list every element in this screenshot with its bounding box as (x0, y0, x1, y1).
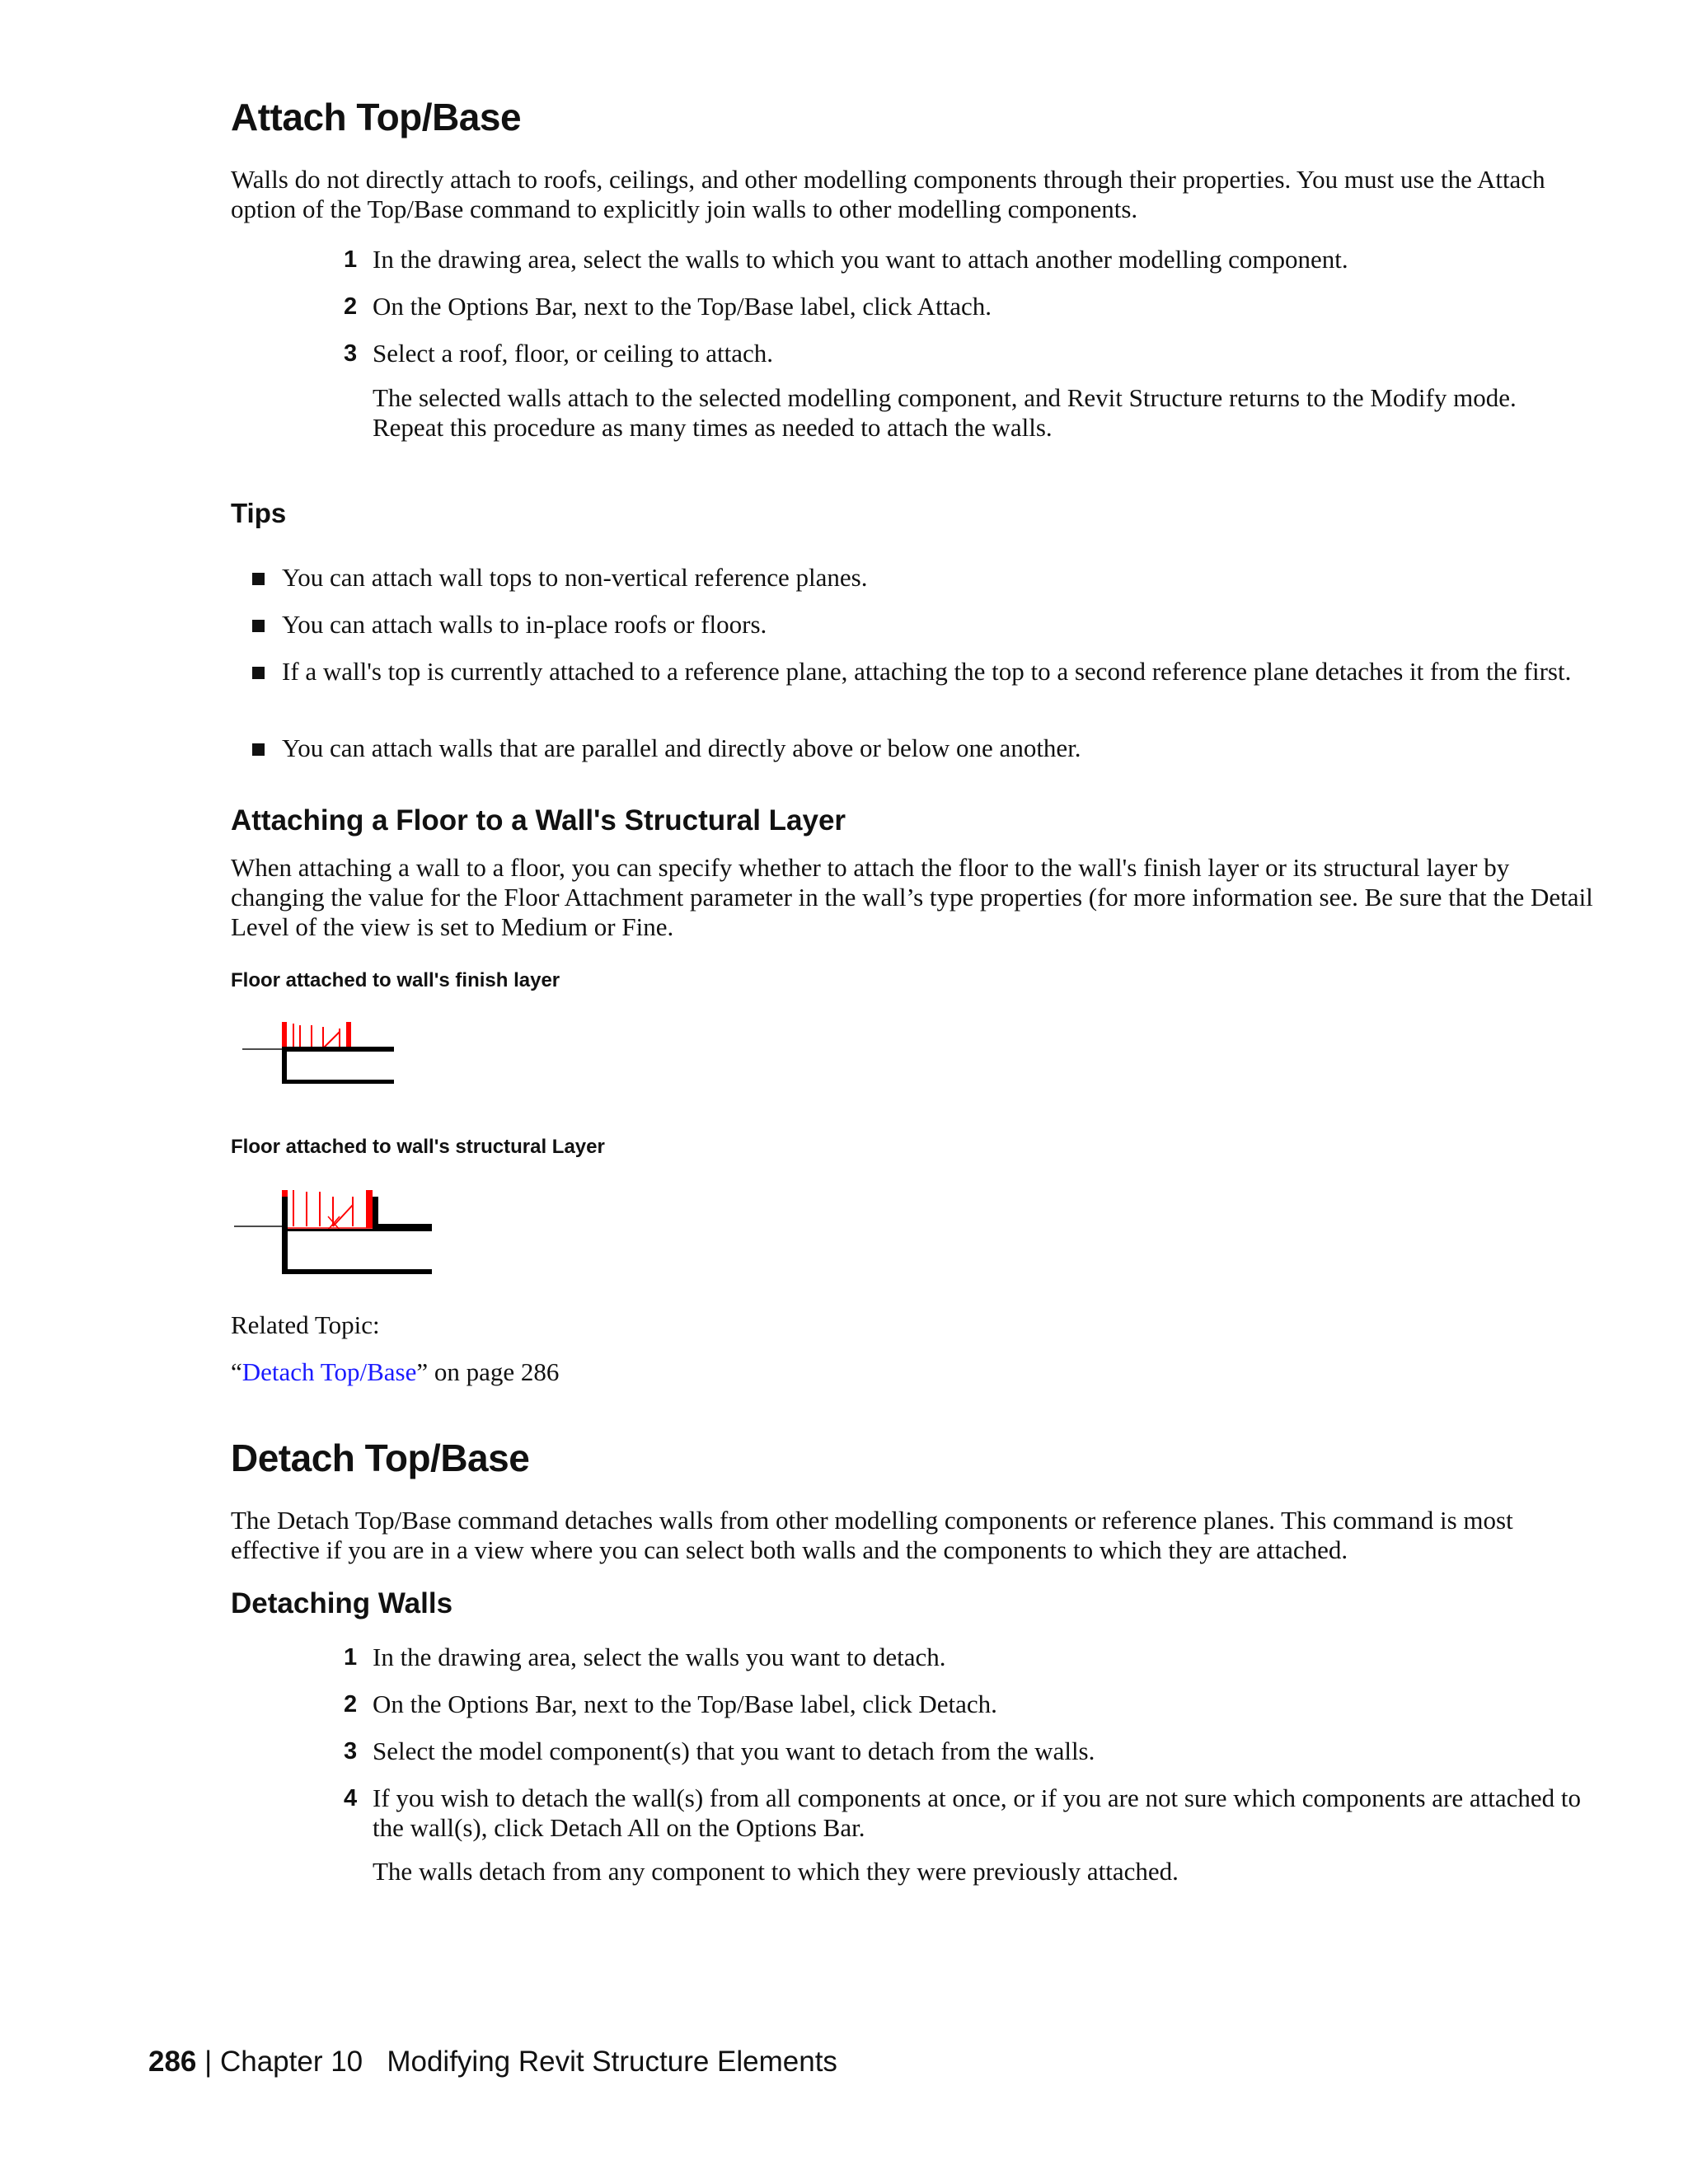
step-text: In the drawing area, select the walls to which you want to attach another modelling component. (373, 245, 1348, 274)
bullet-square-icon (252, 573, 265, 585)
related-topic-label: Related Topic: (231, 1310, 380, 1339)
tip-text: If a wall's top is currently attached to a reference plane, attaching the top to a second reference plane detaches it from the first. (282, 657, 1572, 686)
detach-intro: The Detach Top/Base command detaches walls from other modelling components or reference planes. This command is most effective if you are in a view where you can select both walls and the components to which they are attached. (231, 1506, 1513, 1564)
step-text: Select a roof, floor, or ceiling to attach. (373, 339, 773, 368)
attach-intro: Walls do not directly attach to roofs, ceilings, and other modelling components through their properties. You must use the Attach option of the Top/Base command to explicitly join walls to other modelling components. (231, 165, 1545, 223)
finish-layer-figure (239, 1015, 404, 1090)
figure-caption-structural: Floor attached to wall's structural Layer (231, 1136, 605, 1158)
detach-step-result: The walls detach from any component to which they were previously attached. (373, 1857, 1179, 1886)
step-number: 3 (344, 340, 358, 367)
attach-step-result: The selected walls attach to the selected modelling component, and Revit Structure returns to the Modify mode. Repeat this procedure as many times as needed to attach the walls. (373, 383, 1517, 442)
detach-step-4 (345, 1783, 1597, 1843)
tip-item (252, 563, 1596, 593)
chapter-title: Modifying Revit Structure Elements (387, 2046, 837, 2078)
structural-layer-figure (231, 1180, 445, 1279)
step-text: Select the model component(s) that you want to detach from the walls. (373, 1736, 1095, 1765)
step-number: 3 (344, 1738, 358, 1765)
attaching-floor-body: When attaching a wall to a floor, you can specify whether to attach the floor to the wall's finish layer or its structural layer by changing the value for the Floor Attachment parameter in the wall’s type properties (for more information see. Be sure that the Detail Level of the view is set to Medium or Fine. (231, 853, 1593, 941)
step-text: In the drawing area, select the walls you want to detach. (373, 1643, 946, 1671)
step-number: 2 (344, 293, 358, 320)
related-topic-reference (231, 1357, 559, 1387)
detach-step-2 (345, 1690, 1597, 1719)
detaching-walls-title: Detaching Walls (231, 1587, 453, 1619)
chapter-label: Chapter 10 (219, 2046, 363, 2078)
related-page-ref: ” on page 286 (416, 1357, 560, 1386)
bullet-square-icon (252, 620, 265, 632)
tip-text: You can attach wall tops to non-vertical reference planes. (282, 563, 868, 592)
page-number: 286 (148, 2046, 197, 2078)
tip-item (252, 610, 1596, 640)
step-number: 1 (344, 246, 358, 273)
detach-top-base-link[interactable]: Detach Top/Base (241, 1357, 417, 1386)
figure-caption-finish: Floor attached to wall's finish layer (231, 969, 560, 991)
step-text: If you wish to detach the wall(s) from all components at once, or if you are not sure which components are attached to the wall(s), click Detach All on the Options Bar. (373, 1783, 1582, 1842)
attach-step-1 (345, 245, 1597, 274)
section-title-attach: Attach Top/Base (231, 96, 522, 138)
attaching-floor-title: Attaching a Floor to a Wall's Structural Layer (231, 804, 846, 837)
attach-step-2 (345, 292, 1597, 321)
tip-text: You can attach walls to in-place roofs or floors. (282, 610, 767, 639)
detach-step-1 (345, 1643, 1597, 1672)
footer-separator: | (204, 2046, 213, 2078)
section-title-detach: Detach Top/Base (231, 1436, 530, 1479)
attach-step-3 (345, 339, 1597, 368)
step-text: On the Options Bar, next to the Top/Base label, click Attach. (373, 292, 992, 321)
bullet-square-icon (252, 667, 265, 679)
bullet-square-icon (252, 743, 265, 756)
step-text: On the Options Bar, next to the Top/Base label, click Detach. (373, 1690, 997, 1718)
step-number: 4 (344, 1785, 358, 1811)
tip-text: You can attach walls that are parallel and directly above or below one another. (282, 733, 1081, 762)
open-quote: “ (231, 1357, 242, 1386)
tip-item (252, 733, 1596, 763)
page-footer (148, 2046, 837, 2079)
tip-item (252, 657, 1596, 687)
step-number: 1 (344, 1644, 358, 1671)
tips-title: Tips (231, 498, 287, 528)
step-number: 2 (344, 1691, 358, 1718)
detach-step-3 (345, 1736, 1597, 1766)
